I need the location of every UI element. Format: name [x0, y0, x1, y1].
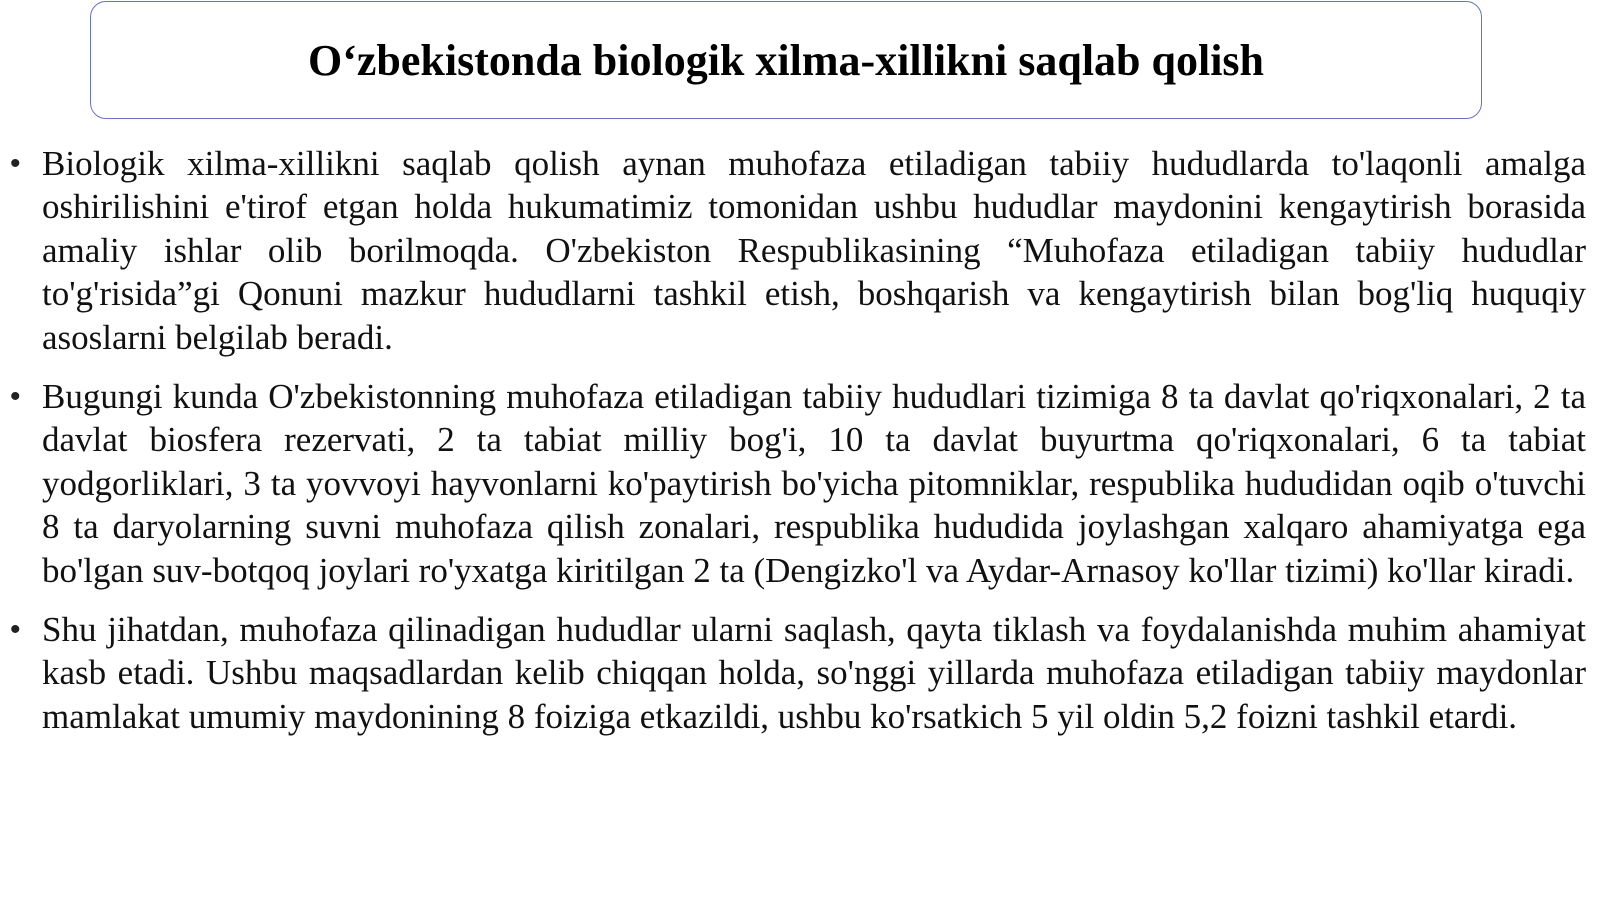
bullet-dot-icon: • — [10, 613, 21, 647]
paragraph-protected-areas-share: Shu jihatdan, muhofaza qilinadigan hududlar ularni saqlash, qayta tiklash va foydalanishda muhim ahamiyat kasb etadi. Ushbu maqsadlardan kelib chiqqan holda, so'nggi yillarda muhofaza etiladigan tabiiy maydonlar mamlakat umumiy maydonining 8 foiziga etkazildi, ushbu ko'rsatkich 5 yil oldin 5,2 foizni tashkil etardi. — [42, 610, 1586, 736]
bullet-item-1 — [10, 142, 1586, 359]
bullet-list — [10, 142, 1586, 738]
bullet-item-2 — [10, 375, 1586, 592]
bullet-item-3 — [10, 608, 1586, 738]
bullet-dot-icon: • — [10, 147, 21, 180]
paragraph-protected-areas-system: Bugungi kunda O'zbekistonning muhofaza etiladigan tabiiy hududlari tizimiga 8 ta davlat qo'riqxonalari, 2 ta davlat biosfera rezervati, 2 ta tabiat milliy bog'i, 10 ta davlat buyurtma qo'riqxonalari, 6 ta tabiat yodgorliklari, 3 ta yovvoyi hayvonlarni ko'paytirish bo'yicha pitomniklar, respublika hududidan oqib o'tuvchi 8 ta daryolarning suvni muhofaza qilish zonalari, respublika hududida joylashgan xalqaro ahamiyatga ega bo'lgan suv-botqoq joylari ro'yxatga kiritilgan 2 ta (Dengizko'l va Aydar-Arnasoy ko'llar tizimi) ko'llar kiradi. — [42, 377, 1586, 590]
slide-body — [10, 142, 1586, 754]
title-box — [90, 1, 1482, 119]
paragraph-protected-areas-law: Biologik xilma-xillikni saqlab qolish aynan muhofaza etiladigan tabiiy hududlarda to'laqonli amalga oshirilishini e'tirof etgan holda hukumatimiz tomonidan ushbu hududlar maydonini kengaytirish borasida amaliy ishlar olib borilmoqda. O'zbekiston Respublikasining “Muhofaza etiladigan tabiiy hududlar to'g'risida”gi Qonuni mazkur hududlarni tashkil etish, boshqarish va kengaytirish bilan bog'liq huquqiy asoslarni belgilab beradi. — [42, 144, 1586, 357]
slide-title: O‘zbekistonda biologik xilma-xillikni saqlab qolish — [307, 35, 1265, 85]
bullet-dot-icon: • — [10, 380, 21, 414]
